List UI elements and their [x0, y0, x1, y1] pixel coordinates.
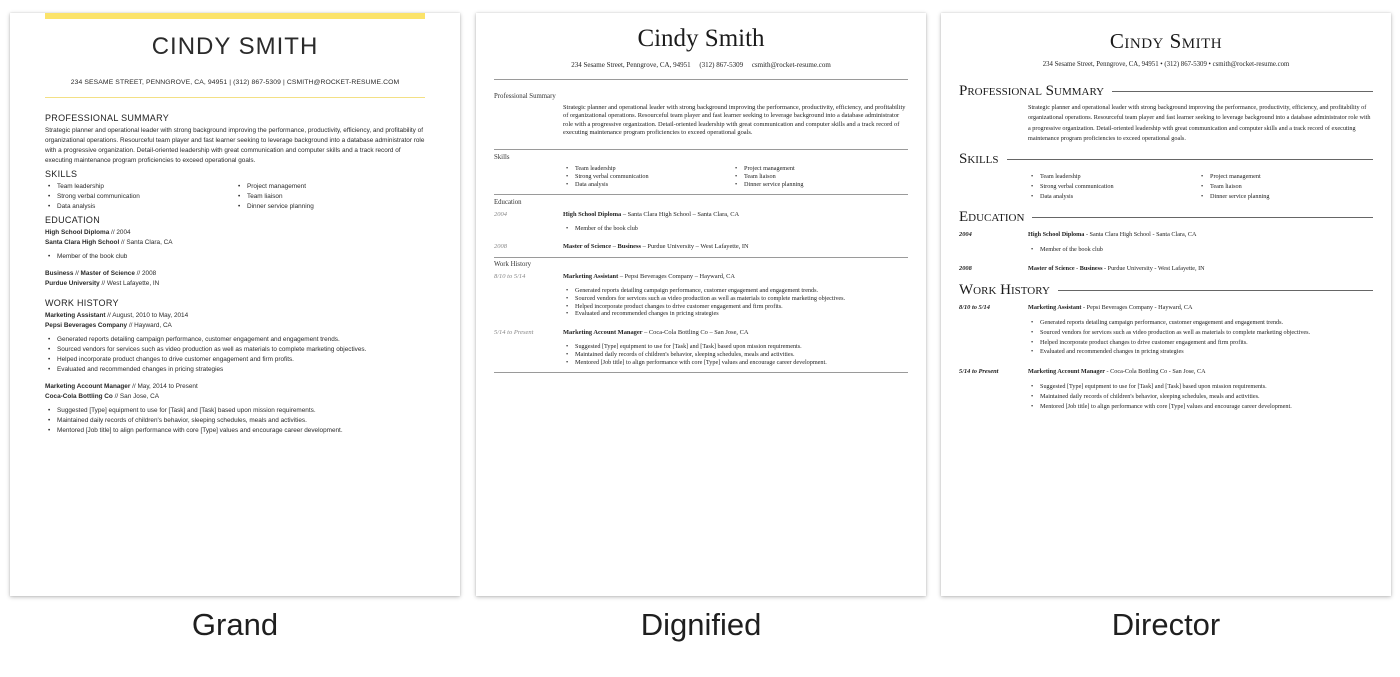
- bullet-item: • Maintained daily records of children's behavior, sleeping schedules, meals and activities.: [1040, 392, 1373, 402]
- bullet-item: • Mentored [Job title] to align performance with core [Type] values and encourage career development.: [57, 426, 425, 436]
- job-2-company: Coca-Cola Bottling Co // San Jose, CA: [45, 393, 159, 400]
- divider: [494, 194, 908, 195]
- bullet-item: • Evaluated and recommended changes in pricing strategies: [57, 365, 425, 375]
- bullet-item: • Helped incorporate product changes to drive customer engagement and firm profits.: [57, 355, 425, 365]
- skills-list-right: [744, 165, 908, 188]
- section-heading-education: Education: [959, 209, 1373, 226]
- skill-item: • Dinner service planning: [744, 181, 908, 189]
- job-1-line: Marketing Assistant - Pepsi Beverages Company - Hayward, CA: [1028, 304, 1193, 311]
- bullet-item: • Mentored [Job title] to align performance with core [Type] values and encourage career development.: [1040, 402, 1373, 412]
- header-divider: [45, 97, 425, 98]
- contact-line: 234 Sesame Street, Penngrove, CA, 94951 (312) 867-5309 csmith@rocket-resume.com: [571, 61, 831, 69]
- skill-item: • Team liaison: [247, 192, 425, 202]
- template-card-dignified[interactable]: [476, 13, 926, 596]
- bullet-item: • Generated reports detailing campaign performance, customer engagement and engagement trends.: [575, 287, 908, 295]
- resume-name: Cindy Smith: [637, 25, 765, 52]
- skill-item: • Data analysis: [57, 202, 235, 212]
- job-1-company: Pepsi Beverages Company // Hayward, CA: [45, 322, 172, 329]
- section-heading-summary: Professional Summary: [959, 83, 1373, 100]
- section-heading-skills: Skills: [494, 154, 510, 161]
- education-1-bullets: [1040, 245, 1373, 255]
- bullet-item: • Sourced vendors for services such as video production as well as materials to complete marketing objectives.: [57, 345, 425, 355]
- template-name-director[interactable]: Director: [1111, 607, 1221, 642]
- skill-item: • Team leadership: [575, 165, 745, 173]
- skill-item: • Team liaison: [744, 173, 908, 181]
- skills-list-left: [575, 165, 745, 188]
- section-heading-summary: PROFESSIONAL SUMMARY: [45, 113, 170, 123]
- job-2-bullets: [45, 406, 425, 436]
- education-1-line: High School Diploma - Santa Clara High School - Santa Clara, CA: [1028, 231, 1197, 238]
- bullet-item: • Suggested [Type] equipment to use for [Task] and [Task] based upon mission requirements.: [1040, 382, 1373, 392]
- skill-item: • Data analysis: [575, 181, 745, 189]
- bullet-item: • Maintained daily records of children's behavior, sleeping schedules, meals and activities.: [57, 416, 425, 426]
- bullet-item: • Suggested [Type] equipment to use for [Task] and [Task] based upon mission requirements.: [575, 343, 908, 351]
- bullet-item: • Evaluated and recommended changes in pricing strategies: [1040, 347, 1373, 357]
- education-1-line: High School Diploma – Santa Clara High School – Santa Clara, CA: [563, 211, 740, 218]
- contact-line: 234 SESAME STREET, PENNGROVE, CA, 94951 | (312) 867-5309 | CSMITH@ROCKET-RESUME.COM: [70, 79, 400, 86]
- education-1-bullets: [575, 225, 908, 233]
- section-heading-skills: SKILLS: [45, 169, 78, 179]
- job-1-dates: 8/10 to 5/14: [959, 304, 990, 311]
- section-heading-work: Work History: [494, 261, 532, 268]
- divider: [494, 79, 908, 80]
- bullet-item: • Maintained daily records of children's behavior, sleeping schedules, meals and activities.: [575, 351, 908, 359]
- job-2-title: Marketing Account Manager // May, 2014 to Present: [45, 383, 198, 390]
- summary-text: Strategic planner and operational leader with strong background improving the performance, productivity, efficiency, and profitability of organizational operations. Resourceful team player and fast learner seeking to leverage background into a database administrator role with a progressive organization. Detail-oriented leadership with great communication and computer skills and a track record of executing maintenance program proficiencies to exceed operational goals.: [563, 104, 906, 136]
- skill-item: • Project management: [1210, 172, 1373, 182]
- bullet-item: • Sourced vendors for services such as video production as well as materials to complete marketing objectives.: [1040, 328, 1373, 338]
- bullet-item: • Generated reports detailing campaign performance, customer engagement and engagement trends.: [57, 335, 425, 345]
- resume-name: CINDY SMITH: [151, 33, 319, 60]
- education-2-line: Master of Science – Business – Purdue University – West Lafayette, IN: [563, 243, 749, 250]
- template-card-director[interactable]: [941, 13, 1391, 596]
- bullet-item: • Member of the book club: [1040, 245, 1373, 255]
- bullet-item: • Generated reports detailing campaign performance, customer engagement and engagement trends.: [1040, 318, 1373, 328]
- job-1-line: Marketing Assistant – Pepsi Beverages Company – Hayward, CA: [563, 273, 736, 280]
- summary-text: Strategic planner and operational leader with strong background improving the performance, productivity, efficiency, and profitability of organizational operations. Resourceful team player and fast learner seeking to leverage background into a database administrator role with a progressive organization. Detail-oriented leadership with great communication and computer skills and a track record of executing maintenance program proficiencies to exceed operational goals.: [1028, 104, 1371, 142]
- education-1-date: 2004: [959, 231, 972, 238]
- resume-name: Cindy Smith: [1109, 29, 1223, 53]
- education-entry-1-title: High School Diploma // 2004: [45, 229, 131, 236]
- bullet-item: • Helped incorporate product changes to drive customer engagement and firm profits.: [575, 303, 908, 311]
- education-2-date: 2008: [494, 243, 507, 250]
- skills-list-right: [235, 182, 425, 212]
- section-heading-summary: Professional Summary: [494, 93, 556, 100]
- skill-item: • Strong verbal communication: [1040, 182, 1210, 192]
- skills-list-left: [1040, 172, 1210, 201]
- education-entry-1-school: Santa Clara High School // Santa Clara, CA: [45, 239, 173, 246]
- skill-item: • Team leadership: [1040, 172, 1210, 182]
- education-2-line: Master of Science - Business - Purdue University - West Lafayette, IN: [1028, 265, 1205, 272]
- section-heading-work: WORK HISTORY: [45, 298, 119, 308]
- education-2-date: 2008: [959, 265, 972, 272]
- contact-line: 234 Sesame Street, Penngrove, CA, 94951 • (312) 867-5309 • csmith@rocket-resume.com: [1042, 61, 1290, 68]
- bullet-item: • Suggested [Type] equipment to use for [Task] and [Task] based upon mission requirements.: [57, 406, 425, 416]
- job-2-dates: 5/14 to Present: [959, 368, 999, 375]
- skill-item: • Team liaison: [1210, 182, 1373, 192]
- resume-body: [45, 110, 425, 443]
- job-1-bullets: [575, 287, 908, 318]
- resume-preview-director[interactable]: [941, 13, 1391, 596]
- bullet-item: • Sourced vendors for services such as video production as well as materials to complete marketing objectives.: [575, 295, 908, 303]
- summary-text: Strategic planner and operational leader with strong background improving the performance, productivity, efficiency, and profitability of organizational operations. Resourceful team player and fast learner seeking to leverage background into a database administrator role with a progressive organization. Detail-oriented leadership with great communication and computer skills and a track record of executing maintenance program proficiencies to exceed operational goals.: [45, 127, 425, 164]
- job-2-bullets: [1040, 382, 1373, 411]
- section-heading-work: Work History: [959, 282, 1373, 299]
- section-heading-skills: Skills: [959, 151, 1373, 168]
- section-heading-education: EDUCATION: [45, 215, 101, 225]
- skill-item: • Project management: [247, 182, 425, 192]
- template-name-dignified[interactable]: Dignified: [640, 607, 762, 642]
- bullet-item: • Evaluated and recommended changes in pricing strategies: [575, 310, 908, 318]
- job-1-bullets: [1040, 318, 1373, 357]
- resume-preview-grand[interactable]: [10, 13, 460, 596]
- bullet-item: • Member of the book club: [57, 252, 425, 262]
- job-1-dates: 8/10 to 5/14: [494, 273, 526, 280]
- job-1-title: Marketing Assistant // August, 2010 to May, 2014: [45, 312, 189, 319]
- section-heading-education: Education: [494, 199, 522, 206]
- skills-list-right: [1210, 172, 1373, 201]
- bullet-item: • Mentored [Job title] to align performance with core [Type] values and encourage career development.: [575, 359, 908, 367]
- bullet-item: • Helped incorporate product changes to drive customer engagement and firm profits.: [1040, 338, 1373, 348]
- job-2-line: Marketing Account Manager - Coca-Cola Bottling Co - San Jose, CA: [1028, 368, 1206, 375]
- skill-item: • Dinner service planning: [247, 202, 425, 212]
- job-2-dates: 5/14 to Present: [494, 329, 534, 336]
- job-2-line: Marketing Account Manager – Coca-Cola Bottling Co – San Jose, CA: [563, 329, 749, 336]
- job-2-bullets: [575, 343, 908, 366]
- education-entry-2-title: Business // Master of Science // 2008: [45, 270, 157, 277]
- skill-item: • Dinner service planning: [1210, 192, 1373, 202]
- education-entry-1-bullets: [45, 252, 425, 262]
- skill-item: • Team leadership: [57, 182, 235, 192]
- job-1-bullets: [45, 335, 425, 375]
- template-card-grand[interactable]: [10, 13, 460, 596]
- divider: [494, 257, 908, 258]
- bullet-item: • Member of the book club: [575, 225, 908, 233]
- skill-item: • Strong verbal communication: [575, 173, 745, 181]
- skills-columns: [45, 182, 425, 212]
- template-name-grand[interactable]: Grand: [191, 607, 279, 642]
- accent-bar: [45, 13, 425, 19]
- skill-item: • Project management: [744, 165, 908, 173]
- divider: [494, 149, 908, 150]
- education-1-date: 2004: [494, 211, 507, 218]
- resume-preview-dignified[interactable]: [476, 13, 926, 596]
- education-entry-2-school: Purdue University // West Lafayette, IN: [45, 280, 160, 287]
- divider: [494, 372, 908, 373]
- skill-item: • Data analysis: [1040, 192, 1210, 202]
- skills-list-left: [45, 182, 235, 212]
- skill-item: • Strong verbal communication: [57, 192, 235, 202]
